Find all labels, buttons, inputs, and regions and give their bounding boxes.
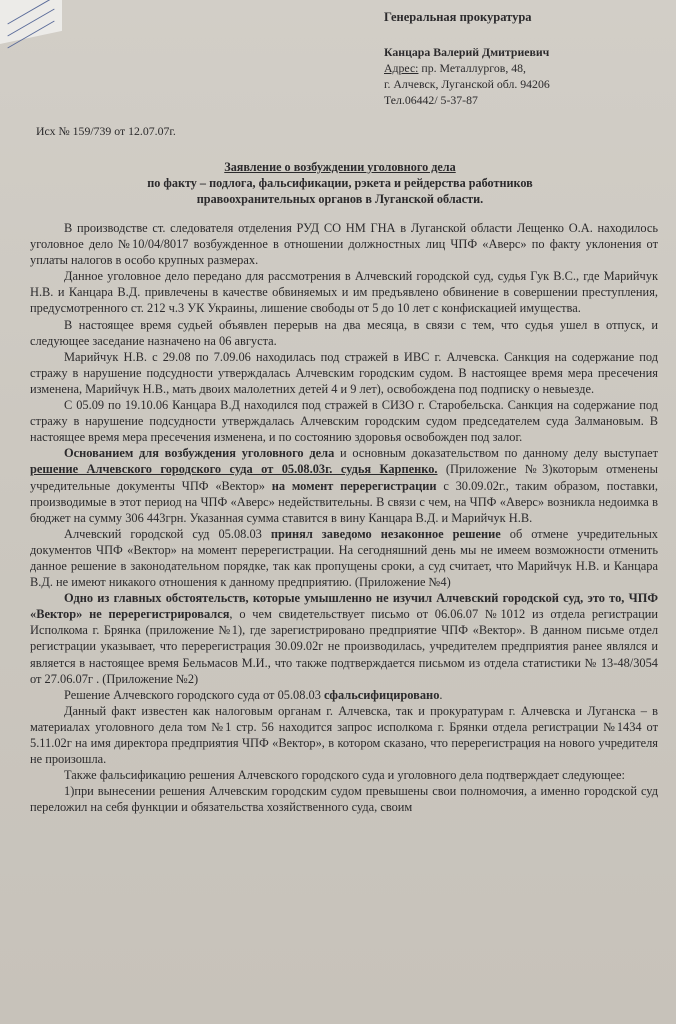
title-line-1: Заявление о возбуждении уголовного дела bbox=[224, 160, 456, 174]
address-line-1 bbox=[384, 60, 550, 76]
paragraph-1: В производстве ст. следователя отделения РУД СО НМ ГНА в Луганской области Лещенко О.А. находилось уголовное дело №10/04/8017 возбужденное в отношении должностных лиц ЧПФ «Аверс» по факту уклонения от уплаты налогов в особо крупных размерах. bbox=[30, 221, 658, 268]
paragraph-12: 1)при вынесении решения Алчевским городским судом превышены свои полномочия, а именно городской суд переложил на себя функции и обязательства хозяйственного суда, своим bbox=[30, 784, 658, 815]
bold-text: решение Алчевского городского суда от 05.08.03г. судья Карпенко. bbox=[30, 462, 438, 477]
bold-text: принял заведомо незаконное решение bbox=[270, 526, 501, 541]
recipient: Генеральная прокуратура bbox=[384, 10, 532, 24]
text: Алчевский городской суд 05.08.03 bbox=[64, 526, 271, 541]
paragraph-11: Также фальсификацию решения Алчевского городского суда и уголовного дела подтверждает следующее: bbox=[64, 768, 625, 783]
phone: Тел.06442/ 5-37-87 bbox=[384, 93, 478, 107]
paragraph-4: Марийчук Н.В. с 29.08 по 7.09.06 находилась под стражей в ИВС г. Алчевска. Санкция на содержание под стражу в нарушение подсудности утверждалась Алчевским городским судом. В настоящее время мера пресечения изменена, Марийчук Н.В., мать двоих малолетних детей 4 и 9 лет), освобождена под подписку о невыезде. bbox=[30, 349, 658, 396]
paragraph-2: Данное уголовное дело передано для рассмотрения в Алчевский городской суд, судья Гук В.С., где Марийчук Н.В. и Канцара В.Д. привлечены в качестве обвиняемых и им предъявлено обвинение в совершении преступления, предусмотренного ст. 212 ч.3 УК Украины, лишение свободы от 5 до 10 лет с конфискацией имущества. bbox=[30, 269, 658, 316]
address-label: Адрес: bbox=[384, 61, 419, 75]
bold-text: сфальсифицировано bbox=[324, 687, 440, 702]
bold-text: Одно из главных обстоятельств, которые умышленно не изучил Алчевский городской суд, это то, ЧПФ «Вектор» не перерегистрировался bbox=[30, 591, 658, 622]
text: об отмене учредительных документов ЧПФ «Вектор» на момент перерегистрации. На сегодняшний день мы не имеем возможности отменить данное решение в законодательном порядке, так как пропущены сроки, а суд считает, что Марийчук Н.В. и Канцара В.Д. не имеют никакого отношения к данному предприятию. (Приложение №4) bbox=[30, 526, 658, 590]
text: Решение Алчевского городского суда от 05.08.03 bbox=[64, 687, 325, 702]
paragraph-6 bbox=[30, 445, 658, 525]
text: , о чем свидетельствует письмо от 06.06.07 №1012 из отдела регистрации Исполкома г. Брянка (приложение №1), где зарегистрировано предприятие ЧПФ «Вектор». В данном письме отдел регистрации указывает, что перерегистрация 30.09.02г не производилась, учредителем предприятия ранее являлся и является в настоящее время Бельмасов М.И., что также подтверждается письмом из отдела статистики № 13-48/3054 от 27.06.07г . (Приложение №2) bbox=[30, 607, 658, 686]
paragraph-8 bbox=[30, 590, 658, 687]
document-body bbox=[30, 220, 658, 815]
sender-name: Канцара Валерий Дмитриевич bbox=[384, 45, 550, 59]
sender-block bbox=[384, 44, 550, 108]
text: (Приложение №3)которым отменены учредительные документы ЧПФ «Вектор» bbox=[30, 462, 658, 493]
paragraph-10: Данный факт известен как налоговым органам г. Алчевска, так и прокуратурам г. Алчевска и Луганска – в материалах уголовного дела том №1 стр. 56 находится запрос исполкома г. Брянки отдела регистрации №1434 от 5.11.02г на имя директора предприятия ЧПФ «Вектор», в котором сказано, что перерегистрация на нового учредителя не произошла. bbox=[30, 703, 658, 767]
text: . bbox=[439, 687, 443, 702]
outgoing-number: Исх № 159/739 от 12.07.07г. bbox=[36, 124, 176, 138]
bold-text: Основанием для возбуждения уголовного дела bbox=[64, 446, 335, 461]
paragraph-3: В настоящее время судьей объявлен перерыв на два месяца, в связи с тем, что судья ушел в отпуск, и следующее заседание назначено на 06 августа. bbox=[30, 317, 658, 348]
text: с 30.09.02г., таким образом, поставки, производимые в этот период на ЧПФ «Аверс» недействительны. В связи с чем, на ЧПФ «Аверс» возникла недоимка в бюджет на сумму 306 443грн. Указанная сумма ставится в вину Канцара В.Д. и Марийчук Н.В. bbox=[30, 478, 658, 525]
paragraph-7 bbox=[30, 526, 658, 590]
paragraph-5: С 05.09 по 19.10.06 Канцара В.Д находился под стражей в СИЗО г. Старобельска. Санкция на содержание под стражу в нарушение подсудности утверждалась Алчевским городским судом председателем суда Залмановым. В настоящее время мера пресечения изменена, и по состоянию здоровья освобожден под залог. bbox=[30, 398, 658, 445]
address-street: пр. Металлургов, 48, bbox=[418, 61, 526, 75]
address-line-2: г. Алчевск, Луганской обл. 94206 bbox=[384, 77, 550, 91]
title-line-3: правоохранительных органов в Луганской области. bbox=[196, 192, 484, 206]
title-line-2: по факту – подлога, фальсификации, рэкета и рейдерства работников bbox=[147, 176, 533, 190]
text: и основным доказательством по данному делу выступает bbox=[334, 446, 659, 461]
paragraph-9 bbox=[30, 687, 658, 703]
document-title bbox=[60, 159, 620, 207]
bold-text: на момент перерегистрации bbox=[271, 478, 437, 493]
